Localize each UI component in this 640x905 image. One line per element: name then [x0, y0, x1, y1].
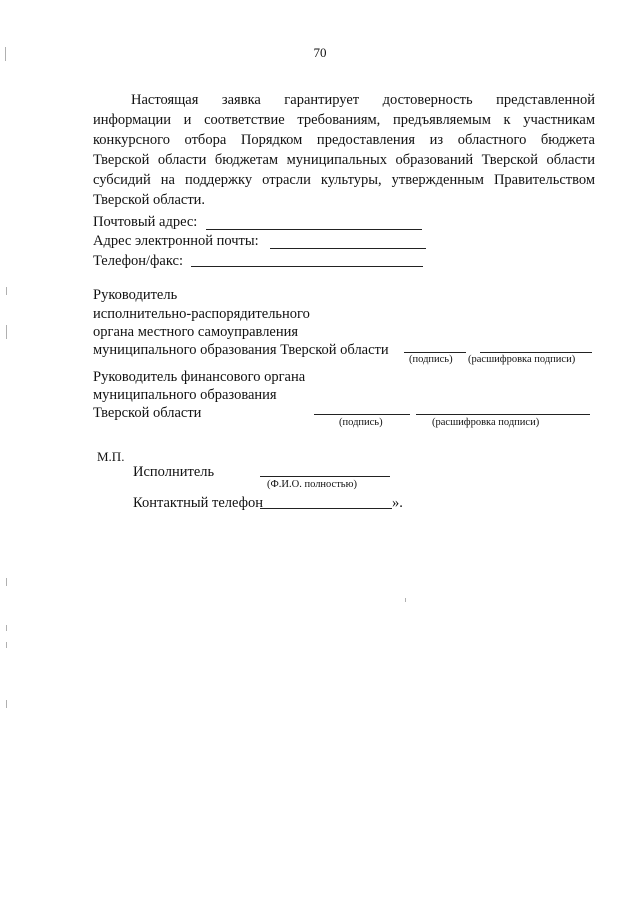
head-fin-line: муниципального образования: [93, 387, 277, 403]
email-label: Адрес электронной почты:: [93, 233, 259, 249]
head-exec-decode-caption: (расшифровка подписи): [468, 354, 576, 365]
head-fin-line: Руководитель финансового органа: [93, 369, 306, 385]
head-exec-line: Руководитель: [93, 287, 178, 303]
head-fin-decode-caption: (расшифровка подписи): [432, 417, 540, 428]
scan-artifact: [6, 642, 7, 648]
page-number: 70: [313, 45, 327, 60]
paragraph-line: конкурсного отбора Порядком предоставления из областного бюджета: [93, 132, 595, 148]
executor-label: Исполнитель: [133, 464, 215, 480]
scan-artifact: [405, 598, 406, 602]
scan-artifact: [6, 578, 7, 586]
head-fin-decode-field[interactable]: [416, 414, 590, 415]
head-exec-line: муниципального образования Тверской области: [93, 342, 389, 358]
paragraph-line: Тверской области.: [93, 192, 206, 208]
phone-fax-label: Телефон/факс:: [93, 253, 184, 269]
executor-fio-caption: (Ф.И.О. полностью): [267, 479, 357, 490]
executor-fio-field[interactable]: [260, 476, 390, 477]
contact-phone-label: Контактный телефон: [133, 495, 264, 511]
head-fin-signature-caption: (подпись): [339, 417, 383, 428]
head-exec-signature-field[interactable]: [404, 352, 466, 353]
head-fin-signature-field[interactable]: [314, 414, 410, 415]
postal-address-label: Почтовый адрес:: [93, 214, 198, 230]
scan-artifact: [6, 625, 7, 631]
contact-phone-field[interactable]: [260, 508, 392, 509]
paragraph-line: информации и соответствие требованиям, предъявляемым к участникам: [93, 112, 595, 128]
email-field[interactable]: [270, 248, 426, 249]
head-exec-line: органа местного самоуправления: [93, 324, 299, 340]
paragraph-line: Настоящая заявка гарантирует достоверность представленной: [131, 92, 595, 108]
paragraph-line: Тверской области бюджетам муниципальных образований Тверской области: [93, 152, 595, 168]
head-exec-signature-caption: (подпись): [409, 354, 453, 365]
phone-fax-field[interactable]: [191, 266, 423, 267]
head-exec-decode-field[interactable]: [480, 352, 592, 353]
postal-address-field[interactable]: [206, 229, 422, 230]
stamp-placeholder: М.П.: [97, 449, 125, 464]
guarantee-paragraph: [93, 90, 595, 210]
head-exec-line: исполнительно-распорядительного: [93, 306, 310, 322]
scan-artifact: [5, 47, 6, 61]
scan-artifact: [6, 325, 7, 339]
contact-phone-end: ».: [392, 495, 403, 511]
paragraph-line: субсидий на поддержку отрасли культуры, утвержденным Правительством: [93, 172, 595, 188]
scan-artifact: [6, 287, 7, 295]
head-fin-line: Тверской области: [93, 405, 202, 421]
scan-artifact: [6, 700, 7, 708]
